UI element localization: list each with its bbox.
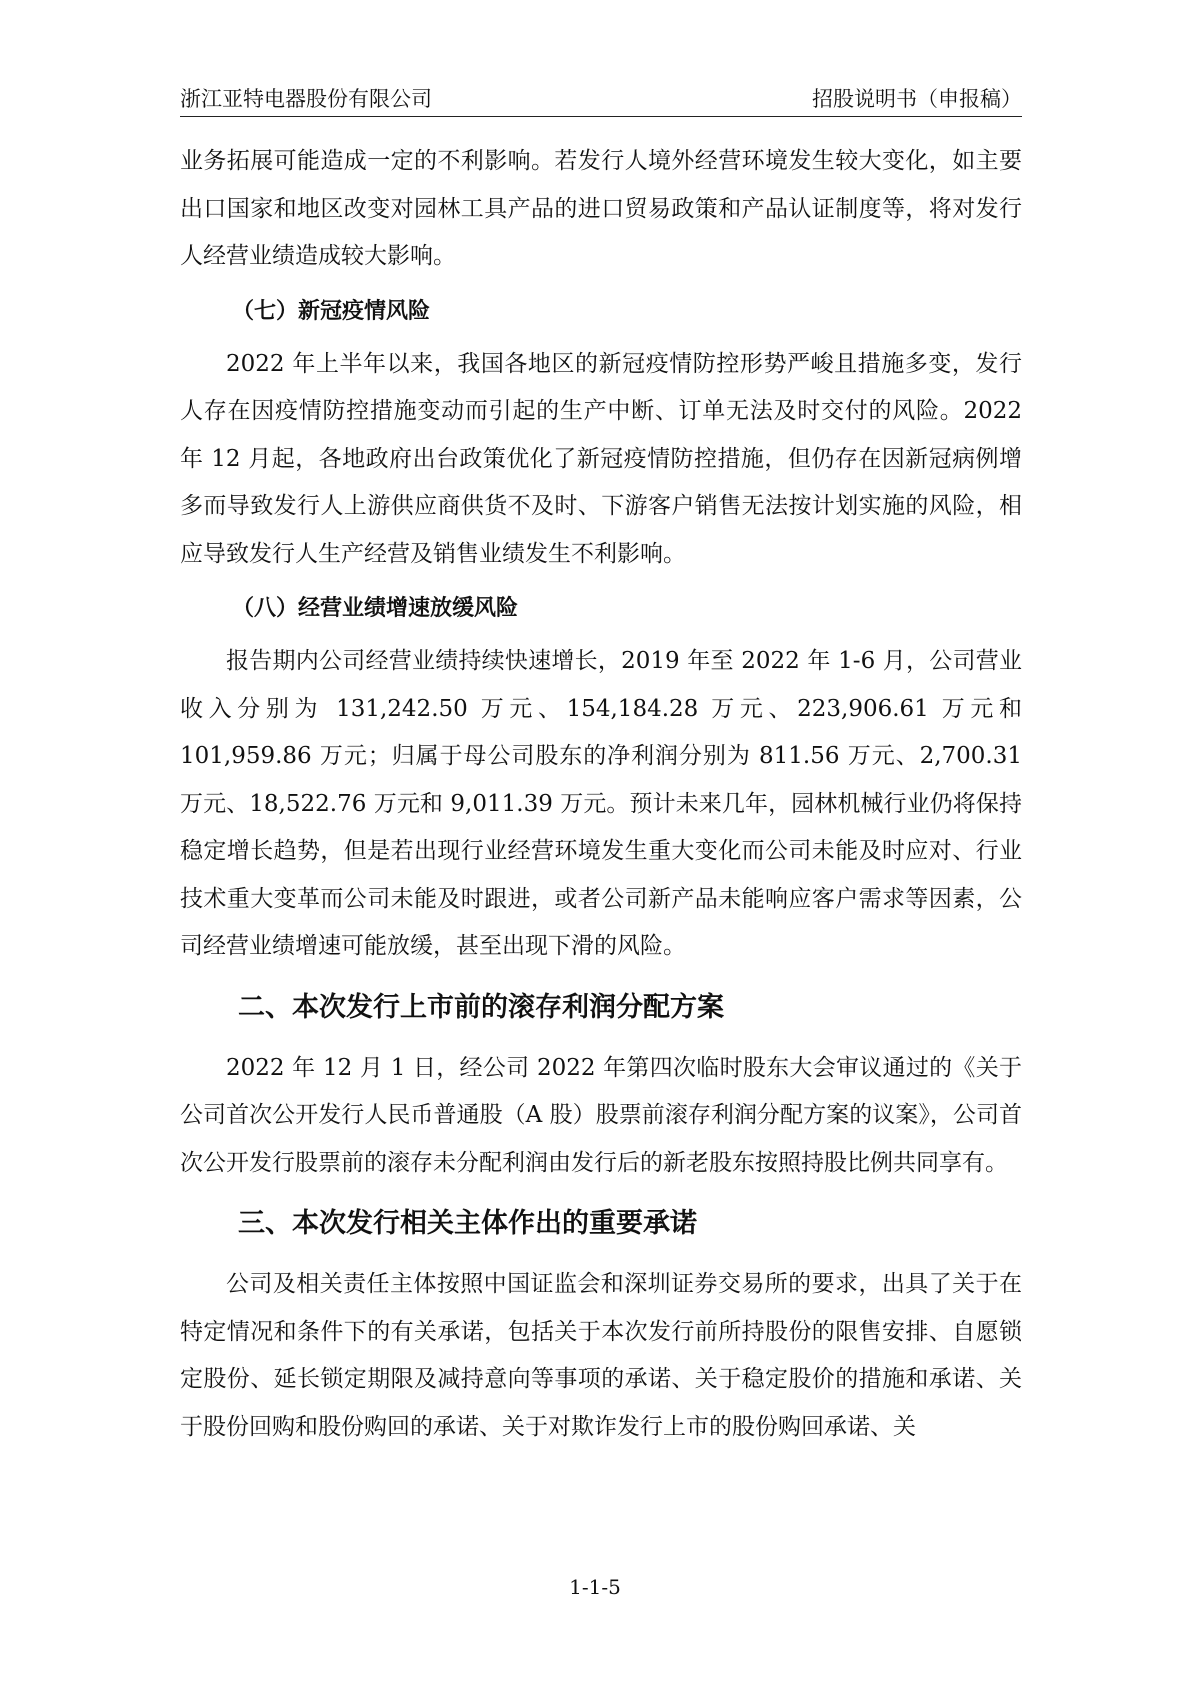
page-number: 1-1-5	[569, 1575, 621, 1599]
heading-covid-risk: （七）新冠疫情风险	[232, 298, 431, 324]
heading-profit-distribution: 二、本次发行上市前的滚存利润分配方案	[238, 991, 724, 1023]
paragraph-important-commitments: 公司及相关责任主体按照中国证监会和深圳证券交易所的要求，出具了关于在特定情况和条件下的有关承诺，包括关于本次发行前所持股份的限售安排、自愿锁定股份、延长锁定期限及减持意向等事项的承诺、关于稳定股价的措施和承诺、关于股份回购和股份购回的承诺、关于对欺诈发行上市的股份购回承诺、关	[180, 1271, 1022, 1440]
document-body	[180, 138, 1022, 1451]
heading-important-commitments: 三、本次发行相关主体作出的重要承诺	[238, 1208, 697, 1239]
paragraph-profit-distribution: 2022 年 12 月 1 日，经公司 2022 年第四次临时股东大会审议通过的《关于公司首次公开发行人民币普通股（A 股）股票前滚存利润分配方案的议案》，公司首次公开发行股票前的滚存未分配利润由发行后的新老股东按照持股比例共同享有。	[180, 1054, 1022, 1176]
paragraph-covid-risk: 2022 年上半年以来，我国各地区的新冠疫情防控形势严峻且措施多变，发行人存在因疫情防控措施变动而引起的生产中断、订单无法及时交付的风险。2022 年 12 月起，各地政府出台政策优化了新冠疫情防控措施，但仍存在因新冠病例增多而导致发行人上游供应商供货不及时、下游客户销售无法按计划实施的风险，相应导致发行人生产经营及销售业绩发生不利影响。	[180, 350, 1022, 567]
page-header	[180, 82, 1022, 117]
paragraph-growth-slowdown-risk: 报告期内公司经营业绩持续快速增长，2019 年至 2022 年 1-6 月，公司营业收入分别为 131,242.50 万元、154,184.28 万元、223,906.61 万元和 101,959.86 万元；归属于母公司股东的净利润分别为 811.56 万元、2,700.31 万元、18,522.76 万元和 9,011.39 万元。预计未来几年，园林机械行业仍将保持稳定增长趋势，但是若出现行业经营环境发生重大变化而公司未能及时应对、行业技术重大变革而公司未能及时跟进，或者公司新产品未能响应客户需求等因素，公司经营业绩增速可能放缓，甚至出现下滑的风险。	[180, 648, 1022, 959]
paragraph-continuation: 业务拓展可能造成一定的不利影响。若发行人境外经营环境发生较大变化，如主要出口国家和地区改变对园林工具产品的进口贸易政策和产品认证制度等，将对发行人经营业绩造成较大影响。	[180, 148, 1022, 269]
header-company-name: 浙江亚特电器股份有限公司	[180, 87, 432, 111]
heading-growth-slowdown-risk: （八）经营业绩增速放缓风险	[232, 596, 519, 621]
header-document-type: 招股说明书（申报稿）	[812, 87, 1022, 111]
